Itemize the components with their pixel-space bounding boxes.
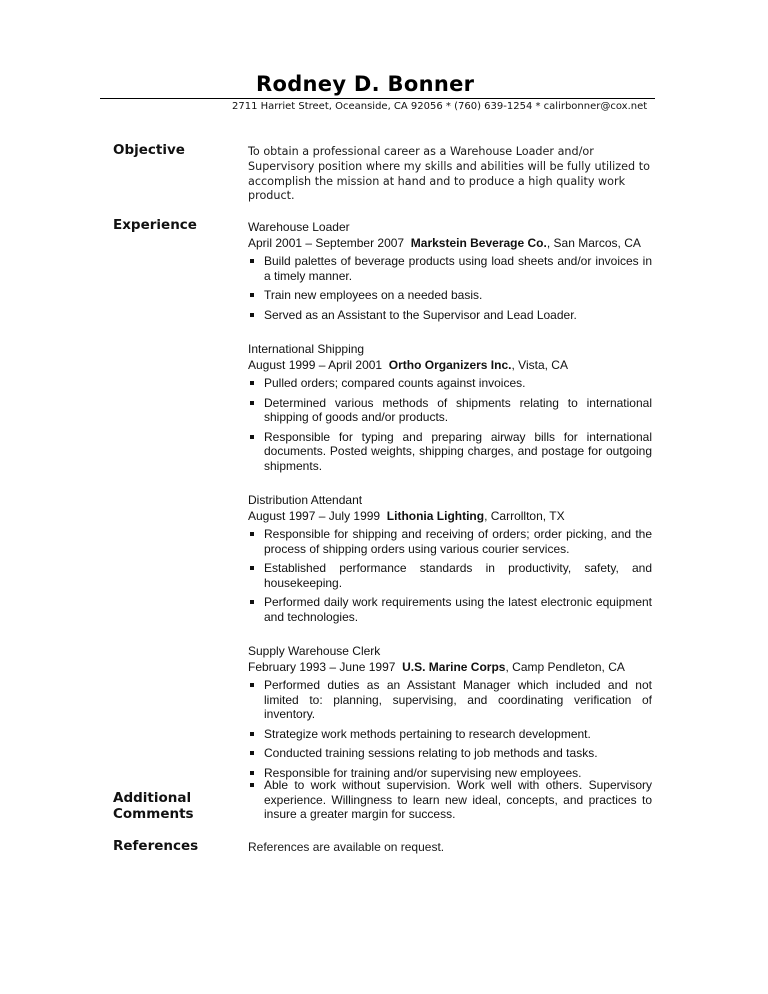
job-location: , Carrollton, TX: [484, 509, 565, 523]
job-entry: [248, 492, 652, 629]
job-line: [248, 235, 652, 251]
job-line: [248, 508, 652, 524]
job-entry: [248, 341, 652, 478]
job-line: [248, 659, 652, 675]
list-item: Determined various methods of shipments relating to international shipping of goods and/or products.: [248, 396, 652, 425]
additional-section: [248, 778, 652, 827]
job-company: Markstein Beverage Co.: [410, 236, 547, 250]
references-heading: References: [113, 838, 199, 854]
job-title: Warehouse Loader: [248, 220, 350, 234]
list-item: Build palettes of beverage products using load sheets and/or invoices in a timely manner.: [248, 254, 652, 283]
list-item: Performed duties as an Assistant Manager which included and not limited to: planning, supervising, and coordinating verification of inventory.: [248, 678, 652, 722]
job-dates: April 2001 – September 2007: [248, 236, 405, 250]
job-location: , San Marcos, CA: [546, 236, 641, 250]
job-bullets: [248, 376, 652, 473]
references-text: References are available on request.: [248, 840, 445, 854]
objective-heading: Objective: [113, 142, 185, 158]
additional-bullets: [248, 778, 652, 822]
job-title: International Shipping: [248, 342, 365, 356]
experience-heading: Experience: [113, 217, 197, 233]
list-item: Established performance standards in productivity, safety, and housekeeping.: [248, 561, 652, 590]
objective-text: To obtain a professional career as a Warehouse Loader and/or Supervisory position where my skills and abilities will be fully utilized to accomplish the mission at hand and to produce a high quality work product.: [248, 145, 650, 203]
job-company: Lithonia Lighting: [386, 509, 485, 523]
job-entry: [248, 643, 652, 785]
list-item: Strategize work methods pertaining to research development.: [248, 727, 652, 742]
additional-heading-line1: Additional: [113, 790, 192, 806]
objective-section: [248, 145, 652, 204]
job-title: Distribution Attendant: [248, 493, 363, 507]
references-section: [248, 840, 652, 855]
job-entry: [248, 219, 652, 327]
job-bullets: [248, 527, 652, 624]
list-item: Responsible for shipping and receiving of orders; order picking, and the process of shipping orders using various courier services.: [248, 527, 652, 556]
header-rule: [100, 98, 655, 99]
job-line: [248, 357, 652, 373]
list-item: Performed daily work requirements using the latest electronic equipment and technologies.: [248, 595, 652, 624]
job-company: U.S. Marine Corps: [402, 660, 506, 674]
list-item: Conducted training sessions relating to job methods and tasks.: [248, 746, 652, 761]
job-dates: February 1993 – June 1997: [248, 660, 396, 674]
additional-heading-line2: Comments: [113, 806, 194, 822]
list-item: Train new employees on a needed basis.: [248, 288, 652, 303]
contact-line: 2711 Harriet Street, Oceanside, CA 92056 * (760) 639-1254 * calirbonner@cox.net: [232, 101, 648, 112]
job-location: , Camp Pendleton, CA: [505, 660, 625, 674]
list-item: Able to work without supervision. Work well with others. Supervisory experience. Willingness to learn new ideal, concepts, and practices to insure a greater margin for success.: [248, 778, 652, 822]
list-item: Responsible for typing and preparing airway bills for international documents. Posted weights, shipping charges, and postage for outgoing shipments.: [248, 430, 652, 474]
additional-heading: [113, 790, 194, 822]
job-company: Ortho Organizers Inc.: [388, 358, 512, 372]
resume-name: Rodney D. Bonner: [256, 72, 475, 96]
list-item: Pulled orders; compared counts against invoices.: [248, 376, 652, 391]
job-dates: August 1997 – July 1999: [248, 509, 381, 523]
list-item: Served as an Assistant to the Supervisor and Lead Loader.: [248, 308, 652, 323]
job-location: , Vista, CA: [511, 358, 568, 372]
job-bullets: [248, 254, 652, 322]
job-bullets: [248, 678, 652, 780]
job-title: Supply Warehouse Clerk: [248, 644, 381, 658]
list-item: Responsible for training and/or supervising new employees.: [248, 766, 652, 781]
job-dates: August 1999 – April 2001: [248, 358, 383, 372]
